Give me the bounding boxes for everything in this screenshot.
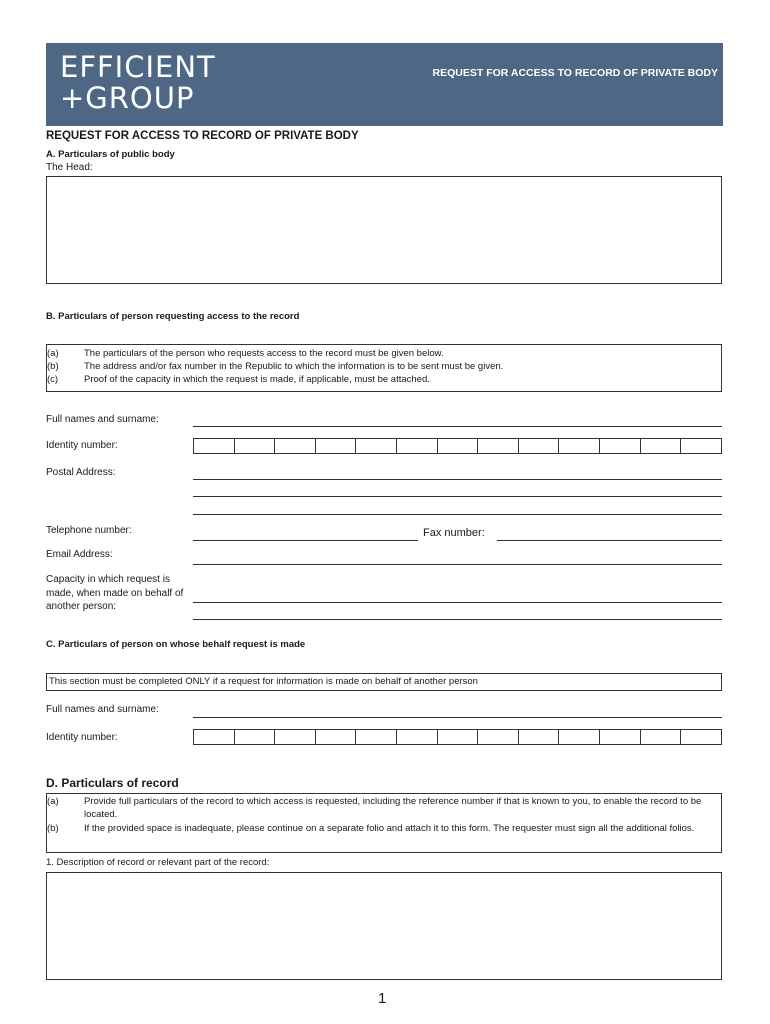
section-c-note-box [46, 673, 722, 691]
instruction-b-label: (b) [47, 361, 59, 372]
id-digit-box[interactable] [235, 439, 276, 453]
behalf-identity-label: Identity number: [46, 732, 118, 743]
fax-field[interactable] [497, 540, 722, 541]
capacity-field-line-1[interactable] [193, 602, 722, 603]
identity-number-field[interactable] [193, 438, 722, 454]
id-digit-box[interactable] [600, 730, 641, 744]
telephone-label: Telephone number: [46, 525, 132, 536]
id-digit-box[interactable] [519, 439, 560, 453]
id-digit-box[interactable] [559, 730, 600, 744]
behalf-full-names-field[interactable] [193, 717, 722, 718]
section-b-instructions [46, 344, 722, 392]
record-instruction-b-label: (b) [47, 823, 59, 834]
capacity-field-line-2[interactable] [193, 619, 722, 620]
fax-label: Fax number: [423, 527, 485, 539]
behalf-full-names-label: Full names and surname: [46, 704, 159, 715]
logo-line-1: EFFICIENT [60, 50, 216, 84]
id-digit-box[interactable] [356, 730, 397, 744]
description-textarea[interactable] [46, 872, 722, 980]
postal-address-line-1[interactable] [193, 479, 722, 480]
record-instruction-b-text: If the provided space is inadequate, please continue on a separate folio and attach it to this form. The requester must sign all the additional folios. [84, 823, 695, 834]
identity-number-label: Identity number: [46, 440, 118, 451]
telephone-field[interactable] [193, 540, 418, 541]
id-digit-box[interactable] [356, 439, 397, 453]
banner-title: REQUEST FOR ACCESS TO RECORD OF PRIVATE BODY [432, 67, 718, 79]
id-digit-box[interactable] [681, 730, 721, 744]
description-label: 1. Description of record or relevant part of the record: [46, 857, 270, 868]
record-instruction-a-text: Provide full particulars of the record to which access is requested, including the reference number if that is known to you, to enable the record to be located. [84, 796, 702, 820]
id-digit-box[interactable] [275, 730, 316, 744]
instruction-a-text: The particulars of the person who requests access to the record must be given below. [84, 348, 444, 359]
id-digit-box[interactable] [641, 730, 682, 744]
instruction-c-label: (c) [47, 374, 59, 385]
head-label: The Head: [46, 162, 93, 173]
id-digit-box[interactable] [194, 439, 235, 453]
form-title: REQUEST FOR ACCESS TO RECORD OF PRIVATE BODY [46, 130, 359, 142]
page-number: 1 [378, 990, 387, 1007]
id-digit-box[interactable] [275, 439, 316, 453]
id-digit-box[interactable] [397, 730, 438, 744]
logo-line-2: +GROUP [60, 81, 195, 115]
behalf-identity-field[interactable] [193, 729, 722, 745]
postal-address-line-2[interactable] [193, 496, 722, 497]
id-digit-box[interactable] [519, 730, 560, 744]
id-digit-box[interactable] [559, 439, 600, 453]
instruction-a-label: (a) [47, 348, 59, 359]
company-logo [60, 52, 216, 114]
id-digit-box[interactable] [600, 439, 641, 453]
id-digit-box[interactable] [478, 439, 519, 453]
id-digit-box[interactable] [641, 439, 682, 453]
id-digit-box[interactable] [681, 439, 721, 453]
postal-address-label: Postal Address: [46, 467, 116, 478]
full-names-label: Full names and surname: [46, 414, 159, 425]
head-textarea[interactable] [46, 176, 722, 284]
record-instruction-a-label: (a) [47, 796, 59, 807]
id-digit-box[interactable] [438, 730, 479, 744]
full-names-field[interactable] [193, 426, 722, 427]
capacity-label: Capacity in which request is made, when made on behalf of another person: [46, 574, 184, 612]
postal-address-line-3[interactable] [193, 514, 722, 515]
id-digit-box[interactable] [316, 730, 357, 744]
email-field[interactable] [193, 564, 722, 565]
id-digit-box[interactable] [397, 439, 438, 453]
instruction-b-text: The address and/or fax number in the Republic to which the information is to be sent must be given. [84, 361, 504, 372]
id-digit-box[interactable] [316, 439, 357, 453]
id-digit-box[interactable] [235, 730, 276, 744]
section-c-note: This section must be completed ONLY if a request for information is made on behalf of another person [49, 676, 478, 687]
id-digit-box[interactable] [438, 439, 479, 453]
email-label: Email Address: [46, 549, 113, 560]
section-c-heading: C. Particulars of person on whose behalf request is made [46, 639, 306, 650]
section-d-instructions [46, 793, 722, 853]
id-digit-box[interactable] [194, 730, 235, 744]
section-a-heading: A. Particulars of public body [46, 149, 175, 160]
section-d-heading: D. Particulars of record [46, 776, 179, 790]
id-digit-box[interactable] [478, 730, 519, 744]
instruction-c-text: Proof of the capacity in which the request is made, if applicable, must be attached. [84, 374, 430, 385]
section-b-heading: B. Particulars of person requesting access to the record [46, 311, 300, 322]
